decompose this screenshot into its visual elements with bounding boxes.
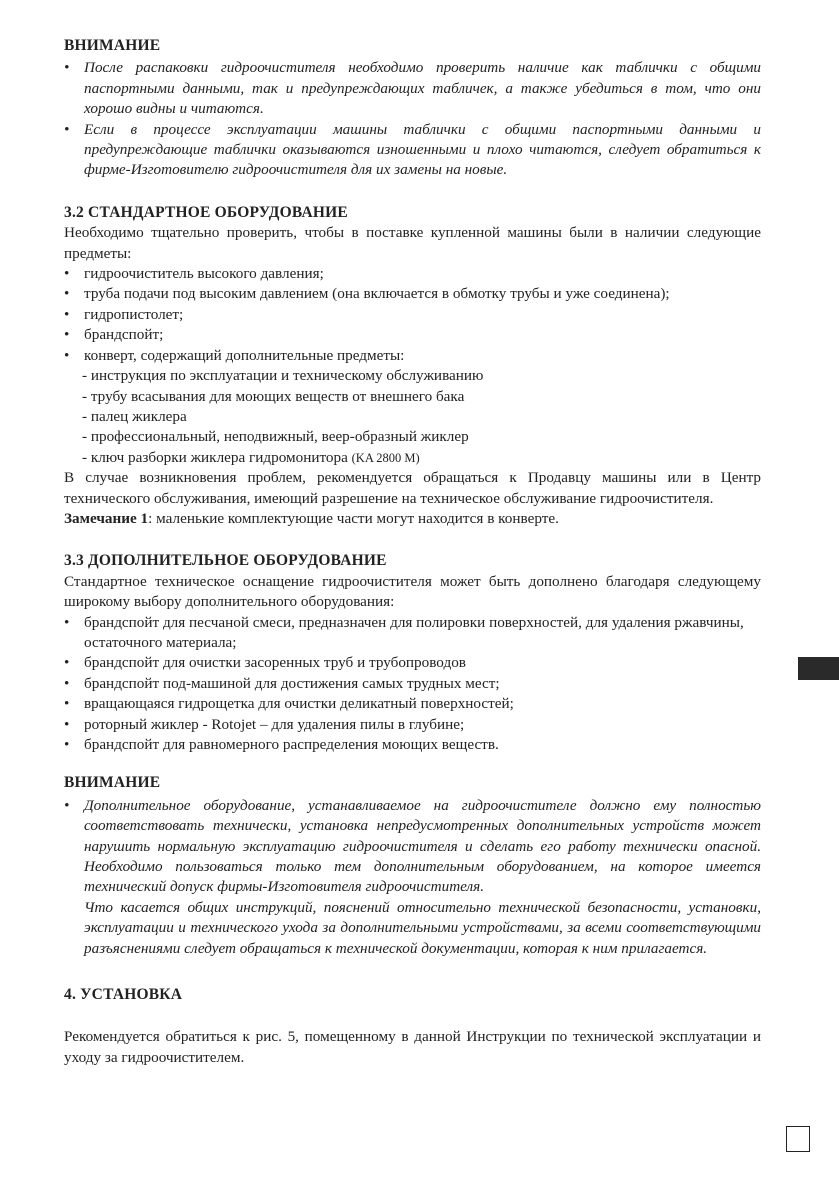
problems-paragraph: В случае возникновения проблем, рекомендуется обращаться к Продавцу машины или в Центр технического обслуживания, имеющий разрешение на техническое обслуживание гидроочистителя. <box>64 469 761 507</box>
section-title: 4. УСТАНОВКА <box>64 986 183 1004</box>
section-intro: Стандартное техническое оснащение гидроочистителя может быть дополнено благодаря следующему широкому выбору дополнительного оборудования: <box>64 572 761 611</box>
sub-item: - профессиональный, неподвижный, веер-образный жиклер <box>82 428 469 446</box>
list-item: • конверт, содержащий дополнительные предметы: <box>64 346 761 366</box>
warning-item: • Дополнительное оборудование, устанавливаемое на гидроочистителе должно ему полностью соответствовать технически, установка непредусмотренных дополнительных устройств может нарушить нормальную эксплуатацию гидроочистителя и сделать его работу технически опасной. Необходимо пользоваться только тем дополнительным оборудованием, на которое имеется технический допуск фирмы-Изготовителя гидроочистителя. <box>64 796 761 898</box>
list-item: • брандспойт для очистки засоренных труб и трубопроводов <box>64 653 761 673</box>
warning-title: ВНИМАНИЕ <box>64 37 161 54</box>
warning-list <box>64 58 761 180</box>
list-item: • брандспойт под-машиной для достижения самых трудных мест; <box>64 674 761 694</box>
list-item: • брандспойт; <box>64 325 761 345</box>
document-page <box>64 36 761 1068</box>
sub-item: - палец жиклера <box>82 407 187 425</box>
list-item: • труба подачи под высоким давлением (она включается в обмотку трубы и уже соединена); <box>64 284 761 304</box>
warning-block-2 <box>64 773 761 959</box>
section-title: 3.2 СТАНДАРТНОЕ ОБОРУДОВАНИЕ <box>64 203 348 221</box>
envelope-contents <box>64 366 761 468</box>
note-text: : маленькие комплектующие части могут находится в конверте. <box>148 509 559 527</box>
page-number-box <box>786 1126 810 1152</box>
list-item: • брандспойт для песчаной смеси, предназначен для полировки поверхностей, для удаления ржавчины, остаточного материала; <box>64 613 761 654</box>
warning-item: • После распаковки гидроочистителя необходимо проверить наличие как таблички с общими паспортными данными, так и предупреждающих табличек, а также убедиться в том, что они хорошо видны и читаются. <box>64 58 761 119</box>
warning-item: • Если в процессе эксплуатации машины таблички с общими паспортными данными и предупреждающие таблички оказываются изношенными и плохо читаются, следует обратиться к фирме-Изготовителю гидроочистителя для их замены на новые. <box>64 120 761 181</box>
section-intro: Необходимо тщательно проверить, чтобы в поставке купленной машины были в наличии следующие предметы: <box>64 224 761 262</box>
list-item: • вращающаяся гидрощетка для очистки деликатный поверхностей; <box>64 694 761 714</box>
section-title: 3.3 ДОПОЛНИТЕЛЬНОЕ ОБОРУДОВАНИЕ <box>64 552 387 570</box>
sub-item: - инструкция по эксплуатации и техническому обслуживанию <box>82 367 484 385</box>
warning-list <box>64 796 761 898</box>
warning-block-1 <box>64 36 761 181</box>
list-item: • роторный жиклер - Rotojet – для удаления пилы в глубине; <box>64 715 761 735</box>
section-installation <box>64 985 761 1068</box>
model-label: (KA 2800 M) <box>351 450 420 465</box>
note-label: Замечание 1 <box>64 509 149 527</box>
note <box>64 509 761 529</box>
list-item: • гидроочиститель высокого давления; <box>64 264 761 284</box>
section-additional-equipment <box>64 551 761 755</box>
equipment-list <box>64 264 761 366</box>
sub-item: - трубу всасывания для моющих веществ от внешнего бака <box>82 387 465 405</box>
list-item: • брандспойт для равномерного распределения моющих веществ. <box>64 735 761 755</box>
sub-item-key <box>82 448 761 468</box>
key-item-text: - ключ разборки жиклера гидромонитора <box>82 448 348 466</box>
warning-title: ВНИМАНИЕ <box>64 774 161 792</box>
section-standard-equipment <box>64 203 761 530</box>
section-tab-marker <box>798 657 839 680</box>
accessory-list <box>64 613 761 756</box>
warning-paragraph: Что касается общих инструкций, пояснений относительно технической безопасности, установки, эксплуатации и технического ухода за дополнительными устройствами, за всеми соответствующими разъяснениями следует обращаться к технической документации, которая к ним прилагается. <box>84 898 761 957</box>
installation-text: Рекомендуется обратиться к рис. 5, помещенному в данной Инструкции по технической эксплуатации и уходу за гидроочистителем. <box>64 1028 761 1066</box>
list-item: • гидропистолет; <box>64 305 761 325</box>
